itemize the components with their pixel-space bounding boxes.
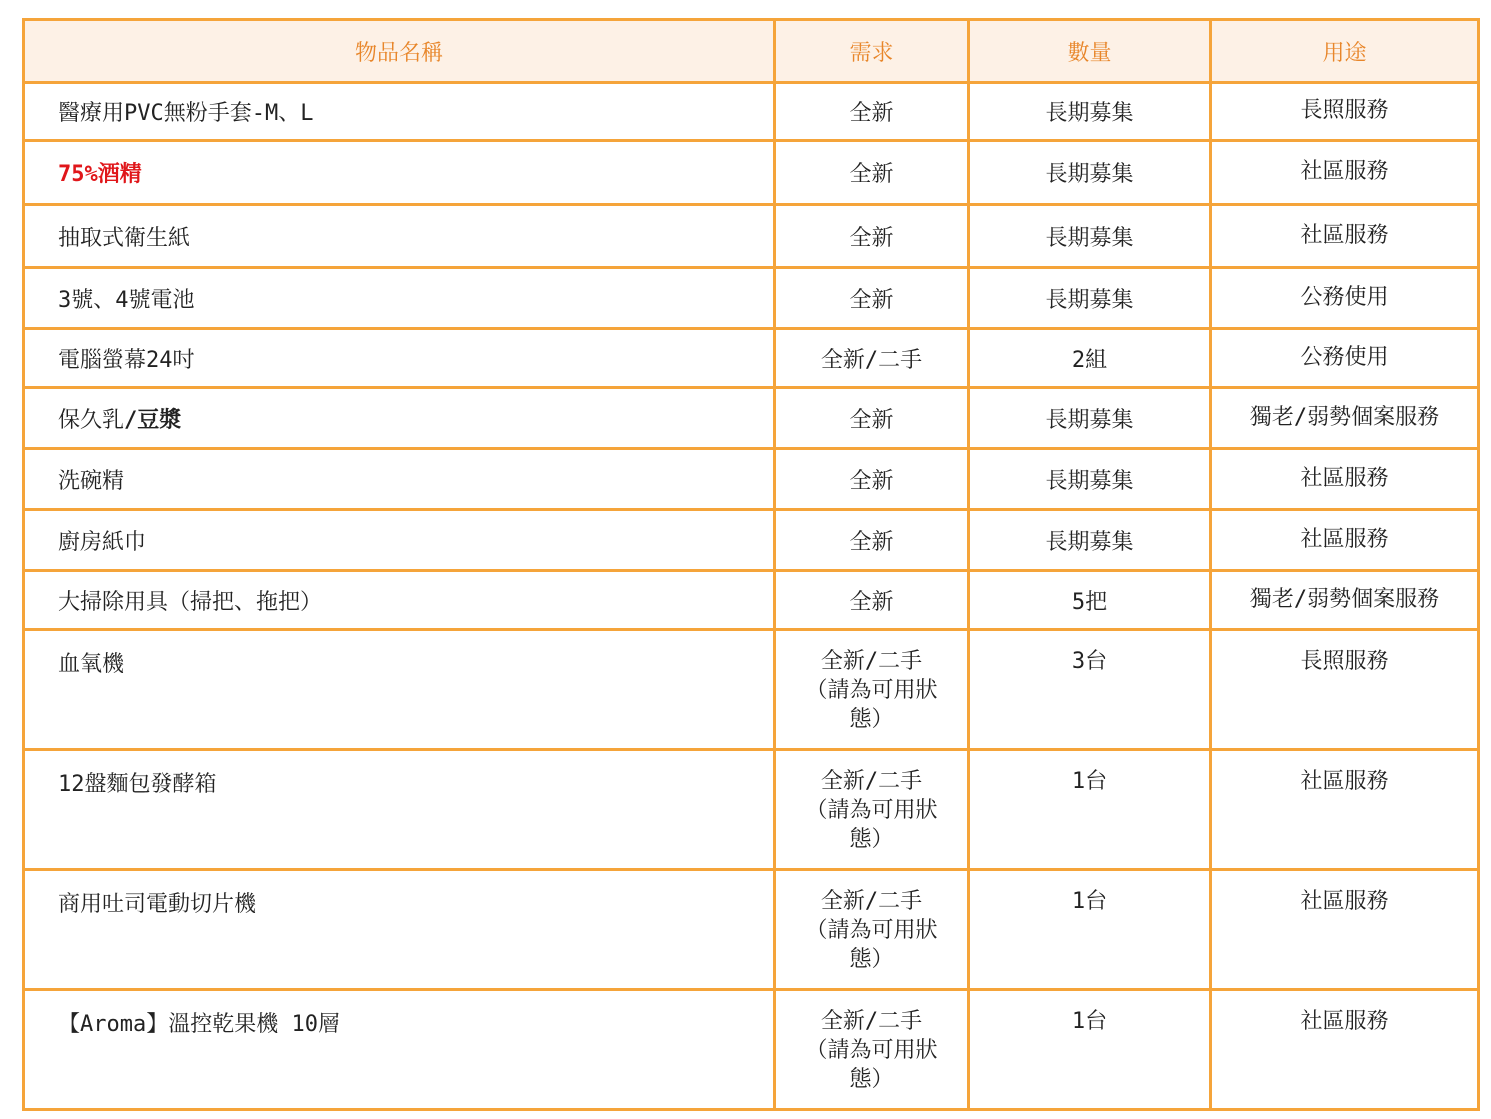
table-row bbox=[24, 510, 1479, 571]
item-name: 抽取式衛生紙 bbox=[24, 205, 775, 268]
table-row bbox=[24, 83, 1479, 141]
header-item-name: 物品名稱 bbox=[24, 20, 775, 83]
item-purpose: 社區服務 bbox=[1211, 205, 1479, 268]
table-row bbox=[24, 990, 1479, 1110]
item-quantity: 2組 bbox=[969, 329, 1211, 388]
item-quantity: 長期募集 bbox=[969, 141, 1211, 205]
item-purpose: 公務使用 bbox=[1211, 268, 1479, 329]
requirement-note: （請為可用狀態） bbox=[805, 798, 938, 852]
item-name: 電腦螢幕24吋 bbox=[24, 329, 775, 388]
item-requirement: 全新 bbox=[775, 510, 969, 571]
table-row bbox=[24, 205, 1479, 268]
item-name bbox=[24, 388, 775, 449]
item-requirement: 全新 bbox=[775, 449, 969, 510]
requirement-main: 全新/二手 bbox=[820, 649, 923, 674]
item-requirement: 全新 bbox=[775, 83, 969, 141]
item-name-part: 保久乳 bbox=[58, 407, 125, 433]
requirement-note: （請為可用狀態） bbox=[805, 1038, 938, 1092]
item-quantity: 長期募集 bbox=[969, 268, 1211, 329]
item-purpose: 社區服務 bbox=[1211, 990, 1479, 1110]
item-name: 3號、4號電池 bbox=[24, 268, 775, 329]
item-requirement bbox=[775, 870, 969, 990]
donation-items-table bbox=[22, 18, 1480, 1111]
item-requirement bbox=[775, 990, 969, 1110]
item-quantity: 3台 bbox=[969, 630, 1211, 750]
requirement-note: （請為可用狀態） bbox=[805, 918, 938, 972]
item-quantity: 長期募集 bbox=[969, 83, 1211, 141]
item-name: 洗碗精 bbox=[24, 449, 775, 510]
header-purpose: 用途 bbox=[1211, 20, 1479, 83]
item-requirement: 全新 bbox=[775, 205, 969, 268]
item-quantity: 5把 bbox=[969, 571, 1211, 630]
item-purpose: 社區服務 bbox=[1211, 510, 1479, 571]
table-row bbox=[24, 571, 1479, 630]
item-quantity: 1台 bbox=[969, 990, 1211, 1110]
item-name: 醫療用PVC無粉手套-M、L bbox=[24, 83, 775, 141]
item-purpose: 獨老/弱勢個案服務 bbox=[1211, 388, 1479, 449]
item-requirement bbox=[775, 630, 969, 750]
requirement-main: 全新/二手 bbox=[820, 1009, 923, 1034]
table-row bbox=[24, 630, 1479, 750]
requirement-note: （請為可用狀態） bbox=[805, 678, 938, 732]
item-quantity: 長期募集 bbox=[969, 205, 1211, 268]
item-name: 12盤麵包發酵箱 bbox=[24, 750, 775, 870]
table-header-row bbox=[24, 20, 1479, 83]
item-purpose: 社區服務 bbox=[1211, 750, 1479, 870]
item-name: 【Aroma】溫控乾果機 10層 bbox=[24, 990, 775, 1110]
item-quantity: 1台 bbox=[969, 870, 1211, 990]
item-name: 血氧機 bbox=[24, 630, 775, 750]
item-purpose: 社區服務 bbox=[1211, 141, 1479, 205]
item-purpose: 獨老/弱勢個案服務 bbox=[1211, 571, 1479, 630]
item-quantity: 1台 bbox=[969, 750, 1211, 870]
item-name: 商用吐司電動切片機 bbox=[24, 870, 775, 990]
table-row bbox=[24, 268, 1479, 329]
table-row bbox=[24, 329, 1479, 388]
item-quantity: 長期募集 bbox=[969, 510, 1211, 571]
item-name bbox=[24, 141, 775, 205]
item-quantity: 長期募集 bbox=[969, 449, 1211, 510]
requirement-main: 全新/二手 bbox=[820, 889, 923, 914]
item-purpose: 公務使用 bbox=[1211, 329, 1479, 388]
item-requirement: 全新 bbox=[775, 268, 969, 329]
item-purpose: 社區服務 bbox=[1211, 870, 1479, 990]
item-requirement: 全新/二手 bbox=[775, 329, 969, 388]
requirement-main: 全新/二手 bbox=[820, 769, 923, 794]
item-requirement: 全新 bbox=[775, 388, 969, 449]
item-quantity: 長期募集 bbox=[969, 388, 1211, 449]
item-requirement bbox=[775, 750, 969, 870]
header-quantity: 數量 bbox=[969, 20, 1211, 83]
item-purpose: 長照服務 bbox=[1211, 83, 1479, 141]
item-requirement: 全新 bbox=[775, 571, 969, 630]
table-row bbox=[24, 750, 1479, 870]
item-purpose: 長照服務 bbox=[1211, 630, 1479, 750]
item-name: 大掃除用具（掃把、拖把） bbox=[24, 571, 775, 630]
table-row bbox=[24, 388, 1479, 449]
item-name-highlighted: 75%酒精 bbox=[58, 162, 142, 187]
table-row bbox=[24, 141, 1479, 205]
item-name: 廚房紙巾 bbox=[24, 510, 775, 571]
header-requirement: 需求 bbox=[775, 20, 969, 83]
item-name-part-bold: /豆漿 bbox=[124, 407, 182, 433]
item-purpose: 社區服務 bbox=[1211, 449, 1479, 510]
item-requirement: 全新 bbox=[775, 141, 969, 205]
table-row bbox=[24, 870, 1479, 990]
table-row bbox=[24, 449, 1479, 510]
